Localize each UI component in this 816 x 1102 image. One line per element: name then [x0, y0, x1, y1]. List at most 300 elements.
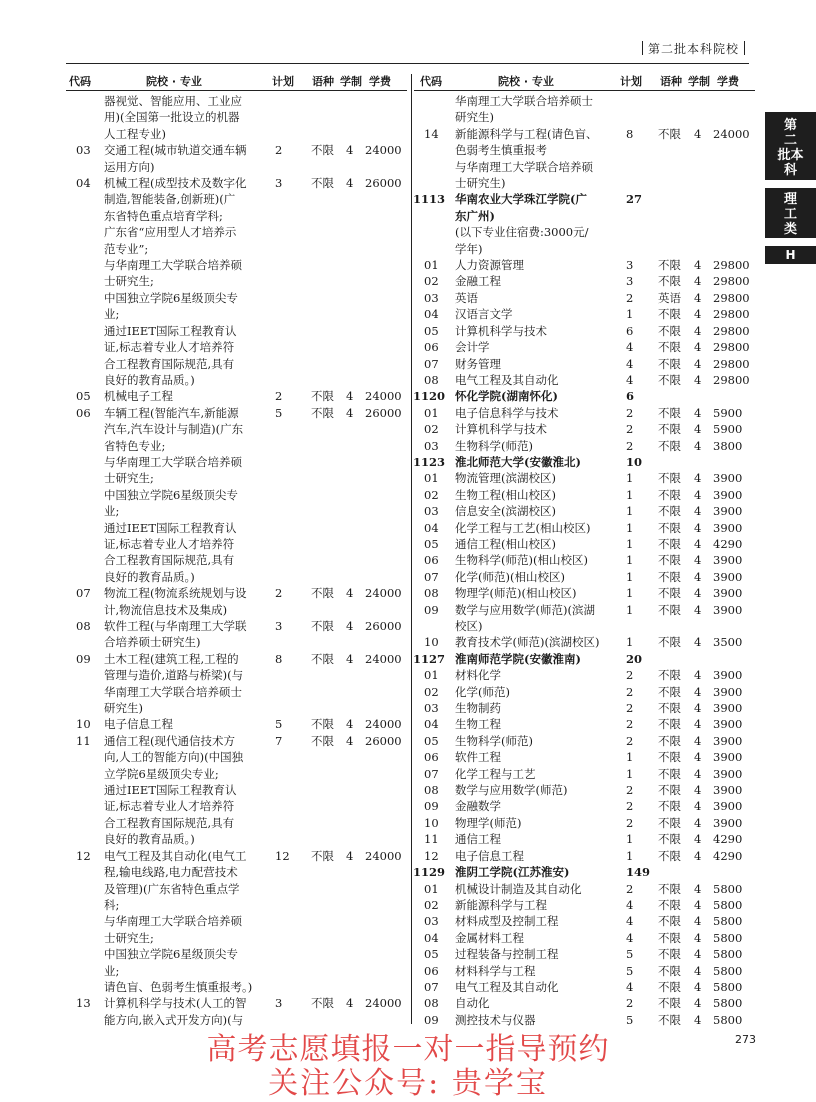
- text-line: 通过IEET国际工程教育认: [104, 520, 237, 535]
- text-line: 自动化: [455, 996, 490, 1011]
- text-line: 程,输电线路,电力配营技术: [104, 865, 238, 880]
- major-row: [413, 257, 753, 273]
- row-language: 不限: [658, 635, 681, 650]
- text-line: 东省特色重点培育学科;: [104, 208, 223, 223]
- major-name: [455, 503, 753, 519]
- text-line: 器视觉、智能应用、工业应: [104, 94, 242, 108]
- left-column: [66, 93, 406, 1028]
- tab-letter-h: H: [765, 246, 816, 264]
- major-name: [455, 339, 753, 355]
- text-line: 校区): [455, 619, 483, 633]
- major-row: [413, 503, 753, 519]
- row-plan: 2: [626, 799, 634, 814]
- row-fee: 3900: [713, 733, 743, 748]
- row-plan: 1: [626, 536, 634, 551]
- row-language: 不限: [311, 717, 334, 732]
- row-years: 4: [694, 602, 702, 617]
- text-line: 测控技术与仪器: [455, 1012, 536, 1027]
- row-years: 4: [694, 307, 702, 322]
- major-name: [455, 421, 753, 437]
- header-fee: 学费: [369, 75, 391, 88]
- major-row: [413, 224, 753, 257]
- major-row: [66, 388, 406, 404]
- row-plan: 4: [626, 897, 634, 912]
- row-code: 03: [424, 438, 439, 453]
- text-line: 机械工程(成型技术及数字化: [104, 176, 247, 191]
- row-fee: 29800: [713, 356, 750, 371]
- text-line: 生物科学(师范)(相山校区): [455, 553, 588, 568]
- row-fee: 3900: [713, 783, 743, 798]
- header-fee: 学费: [717, 75, 739, 88]
- row-code: 1127: [413, 651, 446, 666]
- row-language: 不限: [658, 372, 681, 387]
- school-row: [413, 864, 753, 880]
- text-line: 与华南理工大学联合培养硕: [104, 454, 242, 469]
- text-line: 数学与应用数学(师范): [455, 783, 568, 798]
- row-years: 4: [694, 881, 702, 896]
- major-row: [413, 552, 753, 568]
- major-name: [104, 618, 406, 651]
- row-years: 4: [694, 848, 702, 863]
- row-language: 不限: [658, 897, 681, 912]
- row-plan: 5: [626, 1012, 634, 1027]
- text-line: 人力资源管理: [455, 258, 524, 273]
- text-line: 生物工程(相山校区): [455, 487, 556, 502]
- major-row: [66, 405, 406, 585]
- right-column-header: [413, 73, 753, 87]
- major-name: [455, 979, 753, 995]
- row-plan: 12: [275, 848, 290, 863]
- row-fee: 29800: [713, 290, 750, 305]
- major-row: [413, 421, 753, 437]
- header-lang: 语种: [660, 75, 682, 88]
- header-plan: 计划: [272, 75, 294, 88]
- major-row: [413, 126, 753, 192]
- row-years: 4: [346, 619, 354, 633]
- text-line: 土木工程(建筑工程,工程的: [104, 651, 239, 666]
- row-plan: 3: [626, 258, 634, 273]
- row-fee: 3900: [713, 569, 743, 584]
- row-language: 不限: [658, 930, 681, 945]
- text-line: 华南农业大学珠江学院(广: [455, 192, 587, 207]
- major-name: [455, 536, 753, 552]
- major-row: [413, 520, 753, 536]
- row-years: 4: [694, 536, 702, 551]
- text-line: 电气工程及其自动化: [455, 372, 559, 387]
- row-fee: 5800: [713, 1012, 743, 1027]
- row-years: 4: [694, 815, 702, 830]
- row-plan: 1: [626, 504, 634, 519]
- major-name: [104, 651, 406, 717]
- major-row: [413, 749, 753, 765]
- row-code: 1113: [413, 192, 446, 207]
- row-plan: 2: [626, 996, 634, 1011]
- text-line: 中国独立学院6星级顶尖专: [104, 487, 238, 502]
- row-code: 07: [76, 586, 91, 601]
- text-line: 材料化学: [455, 668, 501, 683]
- row-plan: 10: [626, 454, 643, 469]
- major-row: [413, 831, 753, 847]
- row-language: 不限: [311, 619, 334, 633]
- major-row: [413, 684, 753, 700]
- row-plan: 4: [626, 914, 634, 929]
- text-line: 通过IEET国际工程教育认: [104, 783, 237, 798]
- row-code: 11: [424, 832, 439, 847]
- text-line: 通过IEET国际工程教育认: [104, 323, 237, 338]
- row-code: 06: [76, 405, 91, 420]
- row-plan: 4: [626, 356, 634, 371]
- major-row: [66, 175, 406, 388]
- text-line: 东广州): [455, 208, 495, 223]
- major-name: [455, 290, 753, 306]
- row-fee: 3800: [713, 438, 743, 453]
- major-name: [455, 716, 753, 732]
- row-code: 05: [424, 947, 439, 962]
- text-line: 范专业”;: [104, 241, 149, 256]
- text-line: 业;: [104, 963, 120, 978]
- row-fee: 3900: [713, 815, 743, 830]
- major-name: [455, 405, 753, 421]
- row-code: 04: [424, 717, 439, 732]
- row-plan: 5: [275, 405, 283, 420]
- major-row: [66, 142, 406, 175]
- row-plan: 3: [275, 996, 283, 1011]
- row-plan: 149: [626, 865, 651, 880]
- row-code: 06: [424, 553, 439, 568]
- row-code: 12: [76, 848, 91, 863]
- row-language: 不限: [311, 143, 334, 158]
- major-row: [413, 716, 753, 732]
- major-row: [413, 602, 753, 635]
- row-language: 不限: [658, 766, 681, 781]
- row-years: 4: [346, 733, 354, 748]
- major-row: [66, 651, 406, 717]
- major-name: [104, 585, 406, 618]
- row-years: 4: [346, 586, 354, 601]
- text-line: 管理与造价,道路与桥梁)(与: [104, 668, 244, 683]
- text-line: 金融数学: [455, 799, 501, 814]
- row-language: 不限: [658, 520, 681, 535]
- row-plan: 2: [626, 422, 634, 437]
- row-years: 4: [694, 947, 702, 962]
- major-name: [455, 798, 753, 814]
- row-fee: 26000: [365, 176, 402, 191]
- major-row: [413, 946, 753, 962]
- row-fee: 4290: [713, 848, 743, 863]
- major-name: [455, 569, 753, 585]
- major-name: [455, 815, 753, 831]
- major-row: [413, 766, 753, 782]
- text-line: 材料成型及控制工程: [455, 914, 559, 929]
- text-line: 华南理工大学联合培养硕士: [104, 684, 242, 699]
- major-name: [455, 470, 753, 486]
- header-years: 学制: [340, 75, 362, 88]
- text-line: 良好的教育品质。): [104, 372, 195, 387]
- text-line: 省特色专业;: [104, 438, 166, 453]
- row-language: 不限: [658, 1012, 681, 1027]
- row-plan: 2: [626, 668, 634, 683]
- row-years: 4: [346, 405, 354, 420]
- row-language: 不限: [658, 947, 681, 962]
- major-name: [455, 273, 753, 289]
- major-name: [455, 93, 753, 126]
- major-row: [413, 848, 753, 864]
- row-code: 01: [424, 471, 439, 486]
- text-line: 物流工程(物流系统规划与设: [104, 586, 247, 601]
- row-fee: 29800: [713, 340, 750, 355]
- major-name: [455, 963, 753, 979]
- text-line: 电子信息工程: [104, 717, 173, 732]
- row-years: 4: [694, 1012, 702, 1027]
- major-row: [413, 913, 753, 929]
- text-line: 金融工程: [455, 274, 501, 289]
- row-years: 4: [694, 586, 702, 601]
- text-line: 汽车,汽车设计与制造)(广东: [104, 422, 244, 437]
- tab-type-line: 理: [783, 192, 797, 207]
- major-name: [455, 946, 753, 962]
- text-line: 英语: [455, 290, 478, 305]
- text-line: 士研究生;: [104, 930, 154, 945]
- major-name: [104, 175, 406, 388]
- row-code: 09: [424, 602, 439, 617]
- major-name: [104, 848, 406, 996]
- row-language: 不限: [658, 422, 681, 437]
- text-line: 软件工程: [455, 750, 501, 765]
- section-title: 第二批本科院校: [648, 42, 740, 56]
- major-name: [455, 667, 753, 683]
- row-fee: 3900: [713, 471, 743, 486]
- school-name: [455, 651, 753, 667]
- row-code: 05: [424, 536, 439, 551]
- text-line: 士研究生): [455, 176, 506, 191]
- major-name: [455, 930, 753, 946]
- row-fee: 5800: [713, 996, 743, 1011]
- major-name: [455, 126, 753, 192]
- row-fee: 29800: [713, 307, 750, 322]
- row-plan: 2: [626, 290, 634, 305]
- text-line: 立学院6星级顶尖专业;: [104, 766, 219, 781]
- row-fee: 24000: [365, 717, 402, 732]
- major-row: [66, 618, 406, 651]
- tab-batch-line: 科: [783, 163, 797, 178]
- row-language: 不限: [658, 504, 681, 519]
- text-line: 计,物流信息技术及集成): [104, 602, 228, 617]
- row-fee: 5800: [713, 979, 743, 994]
- header-lang: 语种: [312, 75, 334, 88]
- row-language: 不限: [658, 799, 681, 814]
- major-name: [455, 700, 753, 716]
- row-years: 4: [346, 143, 354, 158]
- row-plan: 4: [626, 372, 634, 387]
- text-line: 广东省“应用型人才培养示: [104, 225, 237, 240]
- header-code: 代码: [420, 75, 442, 88]
- row-plan: 8: [626, 126, 634, 141]
- row-code: 01: [424, 668, 439, 683]
- major-name: [455, 602, 753, 635]
- row-plan: 3: [275, 176, 283, 191]
- left-column-header: [66, 73, 406, 87]
- tab-type-line: 工: [783, 207, 797, 222]
- row-plan: 1: [626, 602, 634, 617]
- text-line: 研究生): [104, 701, 143, 716]
- watermark-line-1: 高考志愿填报一对一指导预约: [206, 1032, 610, 1067]
- major-name: [104, 733, 406, 848]
- row-language: 不限: [658, 471, 681, 486]
- text-line: 化学工程与工艺: [455, 766, 536, 781]
- major-row: [413, 585, 753, 601]
- text-line: 研究生): [455, 110, 494, 125]
- text-line: 机械电子工程: [104, 389, 173, 404]
- row-language: 不限: [658, 815, 681, 830]
- row-plan: 1: [626, 848, 634, 863]
- row-fee: 3900: [713, 602, 743, 617]
- row-fee: 3900: [713, 684, 743, 699]
- row-years: 4: [346, 717, 354, 732]
- row-years: 4: [694, 438, 702, 453]
- row-fee: 24000: [365, 586, 402, 601]
- major-name: [104, 93, 406, 142]
- major-name: [455, 831, 753, 847]
- major-name: [455, 323, 753, 339]
- text-line: 合工程教育国际规范,具有: [104, 815, 235, 830]
- text-line: 士研究生;: [104, 274, 154, 289]
- text-line: 数学与应用数学(师范)(滨湖: [455, 602, 595, 617]
- row-fee: 29800: [713, 372, 750, 387]
- row-plan: 2: [626, 405, 634, 420]
- row-code: 03: [424, 701, 439, 716]
- major-row: [413, 372, 753, 388]
- row-years: 4: [694, 405, 702, 420]
- row-language: 不限: [311, 848, 334, 863]
- row-plan: 2: [626, 783, 634, 798]
- row-plan: 1: [626, 553, 634, 568]
- text-line: 物理学(师范)(相山校区): [455, 586, 577, 601]
- row-years: 4: [694, 832, 702, 847]
- row-code: 08: [424, 996, 439, 1011]
- text-line: 计算机科学与技术(人工的智: [104, 996, 247, 1011]
- row-years: 4: [694, 323, 702, 338]
- header-plan: 计划: [620, 75, 642, 88]
- row-years: 4: [694, 717, 702, 732]
- text-line: 与华南理工大学联合培养硕: [104, 914, 242, 929]
- row-fee: 24000: [365, 143, 402, 158]
- row-code: 05: [424, 733, 439, 748]
- row-plan: 2: [275, 586, 283, 601]
- row-years: 4: [346, 389, 354, 404]
- major-name: [455, 749, 753, 765]
- row-language: 不限: [658, 340, 681, 355]
- text-line: 会计学: [455, 340, 490, 355]
- row-years: 4: [694, 290, 702, 305]
- row-language: 不限: [658, 996, 681, 1011]
- row-fee: 5800: [713, 914, 743, 929]
- major-name: [104, 716, 406, 732]
- row-code: 07: [424, 356, 439, 371]
- row-fee: 29800: [713, 258, 750, 273]
- major-name: [455, 520, 753, 536]
- major-name: [104, 388, 406, 404]
- text-line: 良好的教育品质。): [104, 832, 195, 847]
- header-rule: [66, 63, 749, 64]
- text-line: 交通工程(城市轨道交通车辆: [104, 143, 247, 158]
- major-row: [413, 815, 753, 831]
- text-line: 与华南理工大学联合培养硕: [455, 159, 593, 174]
- row-language: 不限: [658, 783, 681, 798]
- major-name: [455, 881, 753, 897]
- text-line: 业;: [104, 307, 120, 322]
- row-plan: 1: [626, 569, 634, 584]
- major-name: [455, 257, 753, 273]
- text-line: 计算机科学与技术: [455, 422, 547, 437]
- row-language: 不限: [658, 848, 681, 863]
- major-row: [413, 339, 753, 355]
- text-line: 证,标志着专业人才培养符: [104, 340, 235, 355]
- text-line: 教育技术学(师范)(滨湖校区): [455, 635, 600, 650]
- text-line: 色弱考生慎重报考: [455, 143, 547, 158]
- row-fee: 24000: [365, 389, 402, 404]
- row-years: 4: [694, 783, 702, 798]
- row-code: 03: [76, 143, 91, 158]
- text-line: 淮南师范学院(安徽淮南): [455, 651, 581, 666]
- row-language: 不限: [311, 389, 334, 404]
- row-fee: 5800: [713, 897, 743, 912]
- row-fee: 3900: [713, 766, 743, 781]
- text-line: 科;: [104, 897, 120, 912]
- major-row: [413, 782, 753, 798]
- major-name: [455, 356, 753, 372]
- row-fee: 24000: [365, 651, 402, 666]
- major-name: [455, 487, 753, 503]
- row-fee: 29800: [713, 274, 750, 289]
- row-plan: 1: [626, 586, 634, 601]
- row-plan: 1: [626, 750, 634, 765]
- row-language: 不限: [311, 996, 334, 1011]
- text-line: 汉语言文学: [455, 307, 513, 322]
- row-language: 不限: [311, 176, 334, 191]
- header-years: 学制: [688, 75, 710, 88]
- tab-batch-line: 二: [783, 133, 797, 148]
- major-name: [455, 782, 753, 798]
- text-line: 新能源科学与工程(请色盲、: [455, 126, 598, 141]
- text-line: 电气工程及其自动化: [455, 979, 559, 994]
- row-code: 06: [424, 340, 439, 355]
- row-years: 4: [694, 996, 702, 1011]
- header-major: 院校 · 专业: [146, 75, 202, 88]
- major-row: [413, 93, 753, 126]
- row-years: 4: [694, 520, 702, 535]
- row-fee: 3900: [713, 487, 743, 502]
- major-row: [413, 356, 753, 372]
- row-language: 不限: [658, 750, 681, 765]
- column-divider: [411, 74, 412, 1024]
- text-line: 用)(全国第一批设立的机器: [104, 110, 240, 125]
- row-plan: 1: [626, 471, 634, 486]
- row-plan: 2: [626, 684, 634, 699]
- row-code: 03: [424, 290, 439, 305]
- major-row: [66, 716, 406, 732]
- row-fee: 5800: [713, 963, 743, 978]
- school-row: [413, 388, 753, 404]
- row-fee: 5900: [713, 405, 743, 420]
- tab-batch-line: 批本: [777, 148, 804, 163]
- major-row: [413, 700, 753, 716]
- row-plan: 7: [275, 733, 283, 748]
- major-row: [413, 569, 753, 585]
- text-line: 请色盲、色弱考生慎重报考。): [104, 979, 253, 994]
- major-row: [413, 323, 753, 339]
- row-years: 4: [694, 553, 702, 568]
- row-years: 4: [694, 701, 702, 716]
